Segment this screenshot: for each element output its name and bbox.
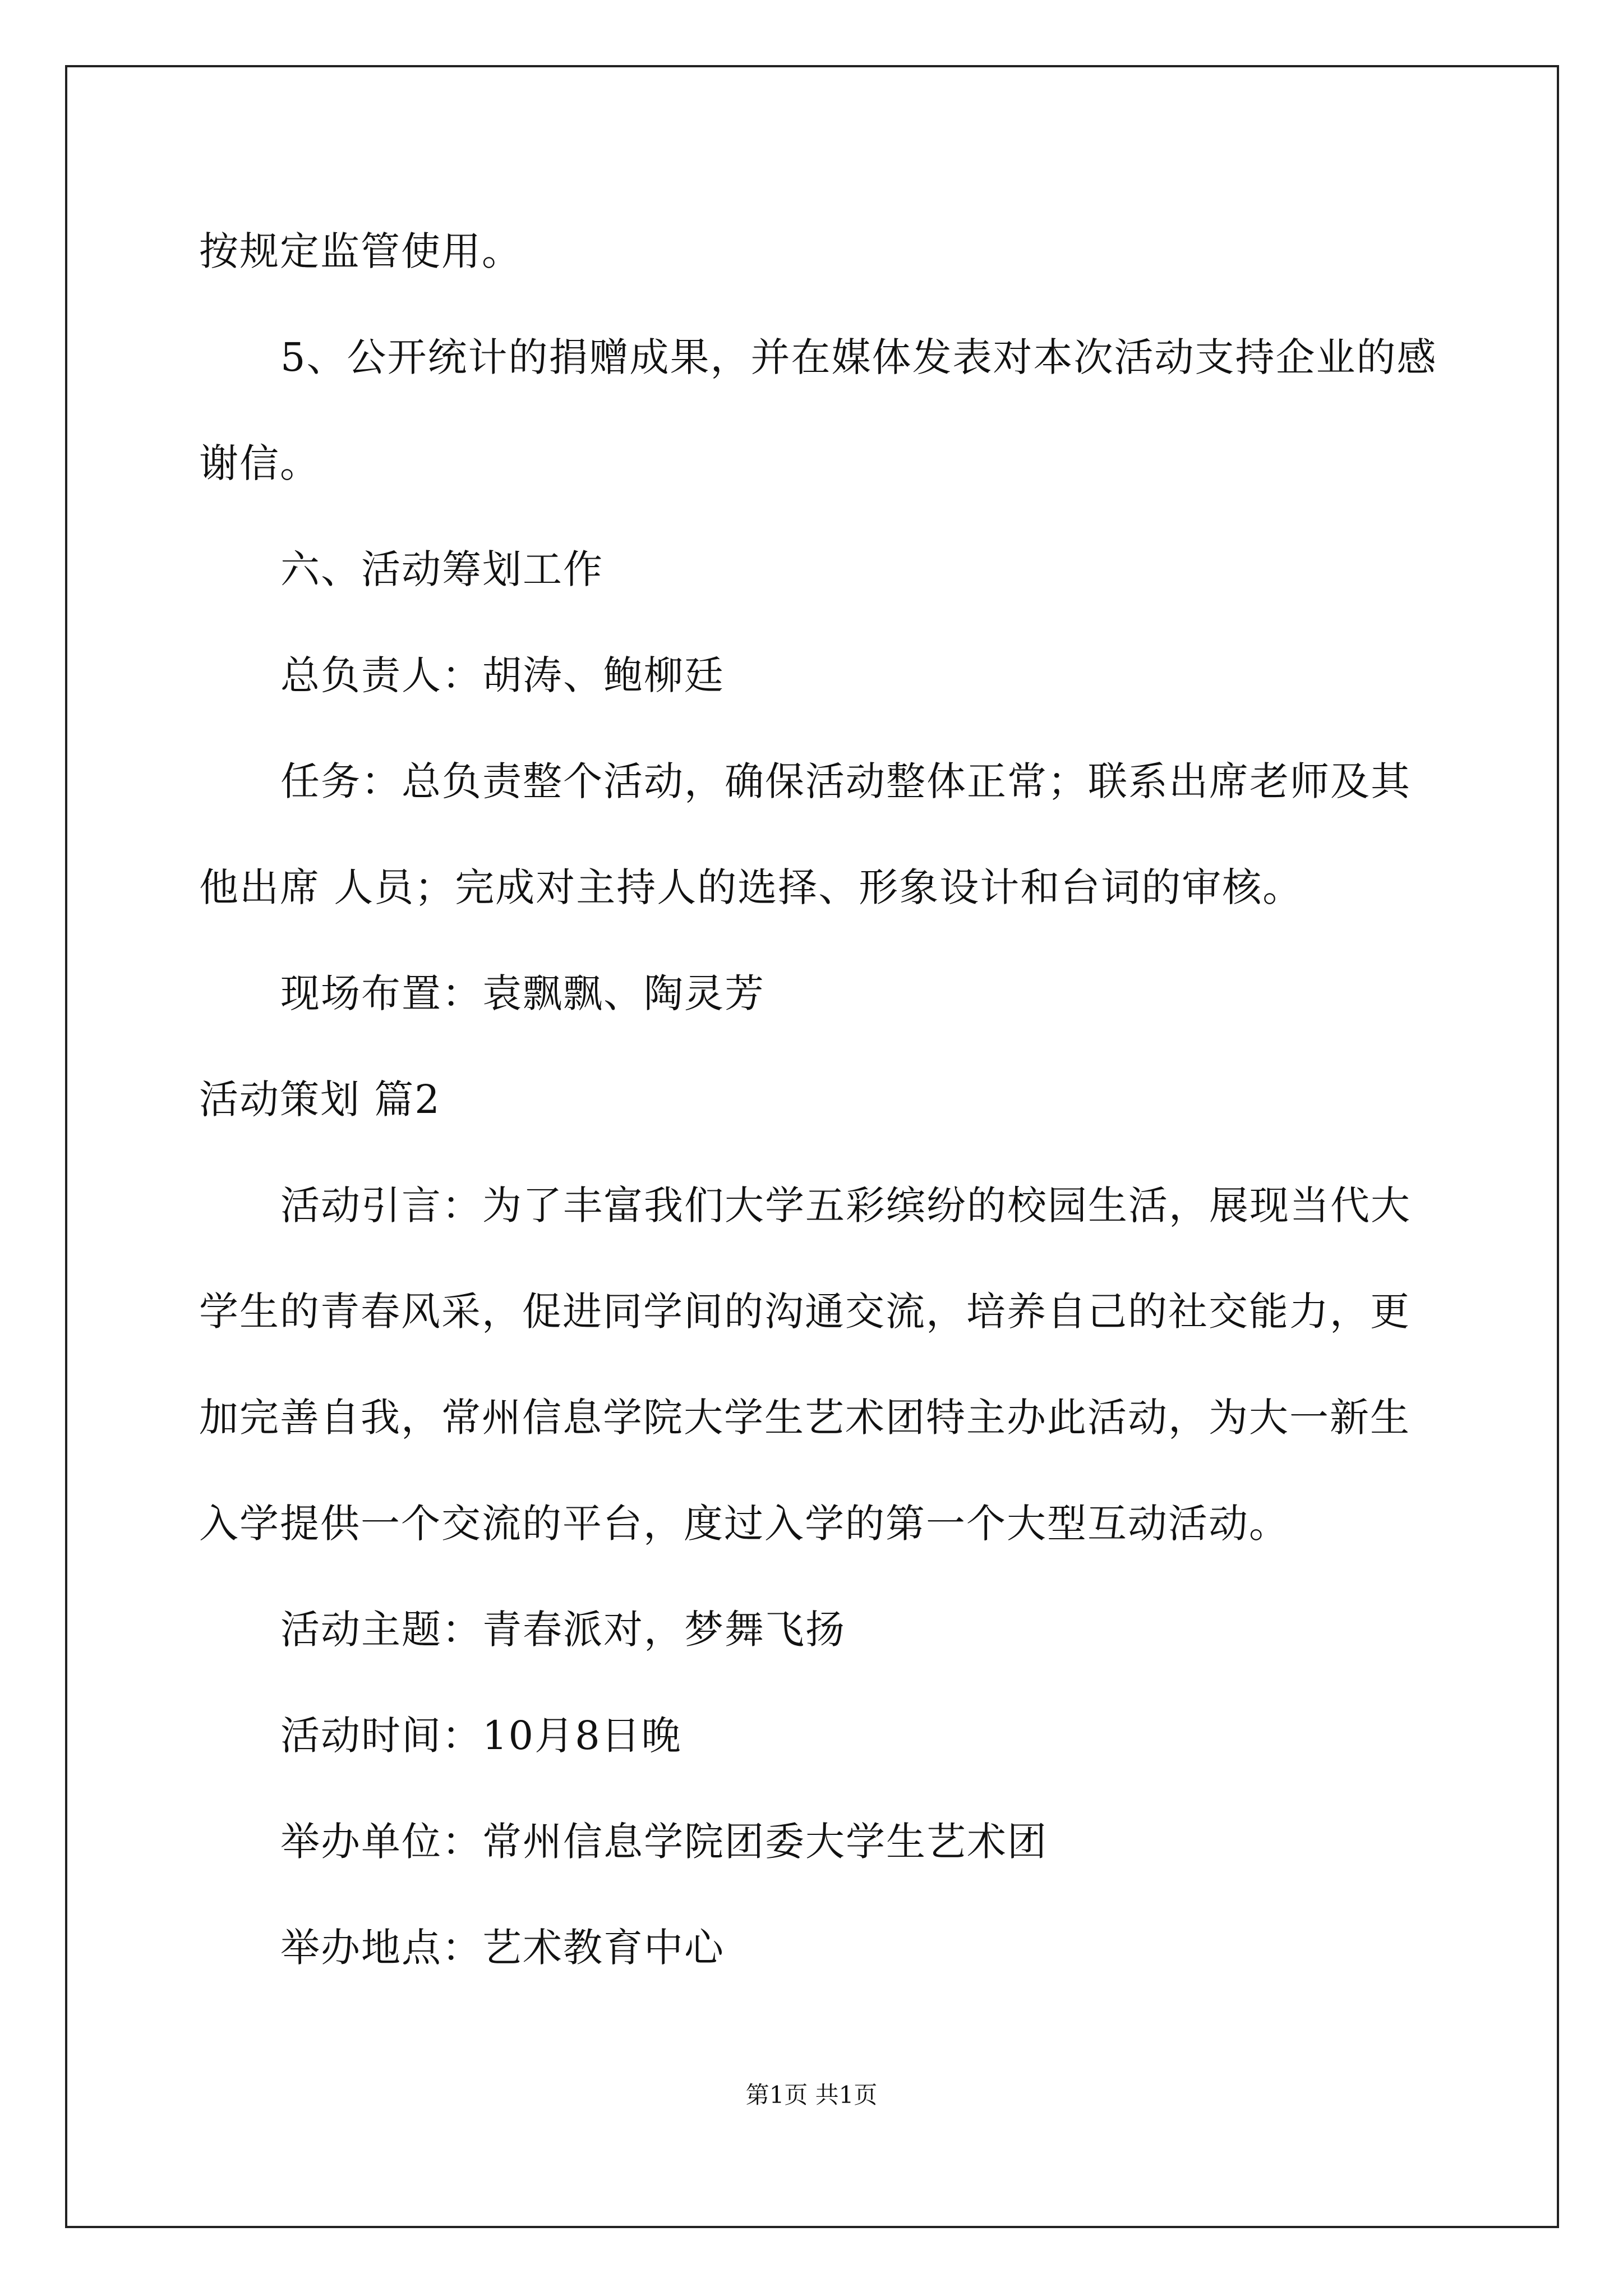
text-line-7: 他出席 人员；完成对主持人的选择、形象设计和台词的审核。 [199, 864, 1303, 910]
chapter-heading-2: 活动策划 篇2 [199, 1076, 441, 1122]
text-line-13: 入学提供一个交流的平台，度过入学的第一个大型互动活动。 [199, 1501, 1289, 1547]
text-line-1: 按规定监管使用。 [199, 228, 522, 274]
text-line-10: 活动引言：为了丰富我们大学五彩缤纷的校园生活，展现当代大 [280, 1182, 1411, 1228]
text-line-2: 5、公开统计的捐赠成果，并在媒体发表对本次活动支持企业的感 [280, 334, 1437, 380]
page-number: 第1页 共1页 [745, 2081, 878, 2109]
text-line-12: 加完善自我，常州信息学院大学生艺术团特主办此活动，为大一新生 [199, 1395, 1410, 1441]
text-line-17: 举办地点：艺术教育中心 [280, 1925, 725, 1971]
text-line-6: 任务：总负责整个活动，确保活动整体正常；联系出席老师及其 [280, 758, 1411, 804]
text-line-5: 总负责人：胡涛、鲍柳廷 [280, 652, 725, 698]
text-line-16: 举办单位：常州信息学院团委大学生艺术团 [280, 1819, 1048, 1865]
text-line-3: 谢信。 [199, 440, 320, 486]
text-line-15: 活动时间：10月8日晚 [280, 1713, 682, 1759]
text-line-11: 学生的青春风采，促进同学间的沟通交流，培养自己的社交能力，更 [199, 1289, 1410, 1335]
text-line-8: 现场布置：袁飘飘、陶灵芳 [280, 970, 765, 1016]
page-border [65, 65, 1559, 2228]
section-heading-six: 六、活动筹划工作 [280, 546, 603, 592]
text-line-14: 活动主题：青春派对，梦舞飞扬 [280, 1607, 846, 1653]
